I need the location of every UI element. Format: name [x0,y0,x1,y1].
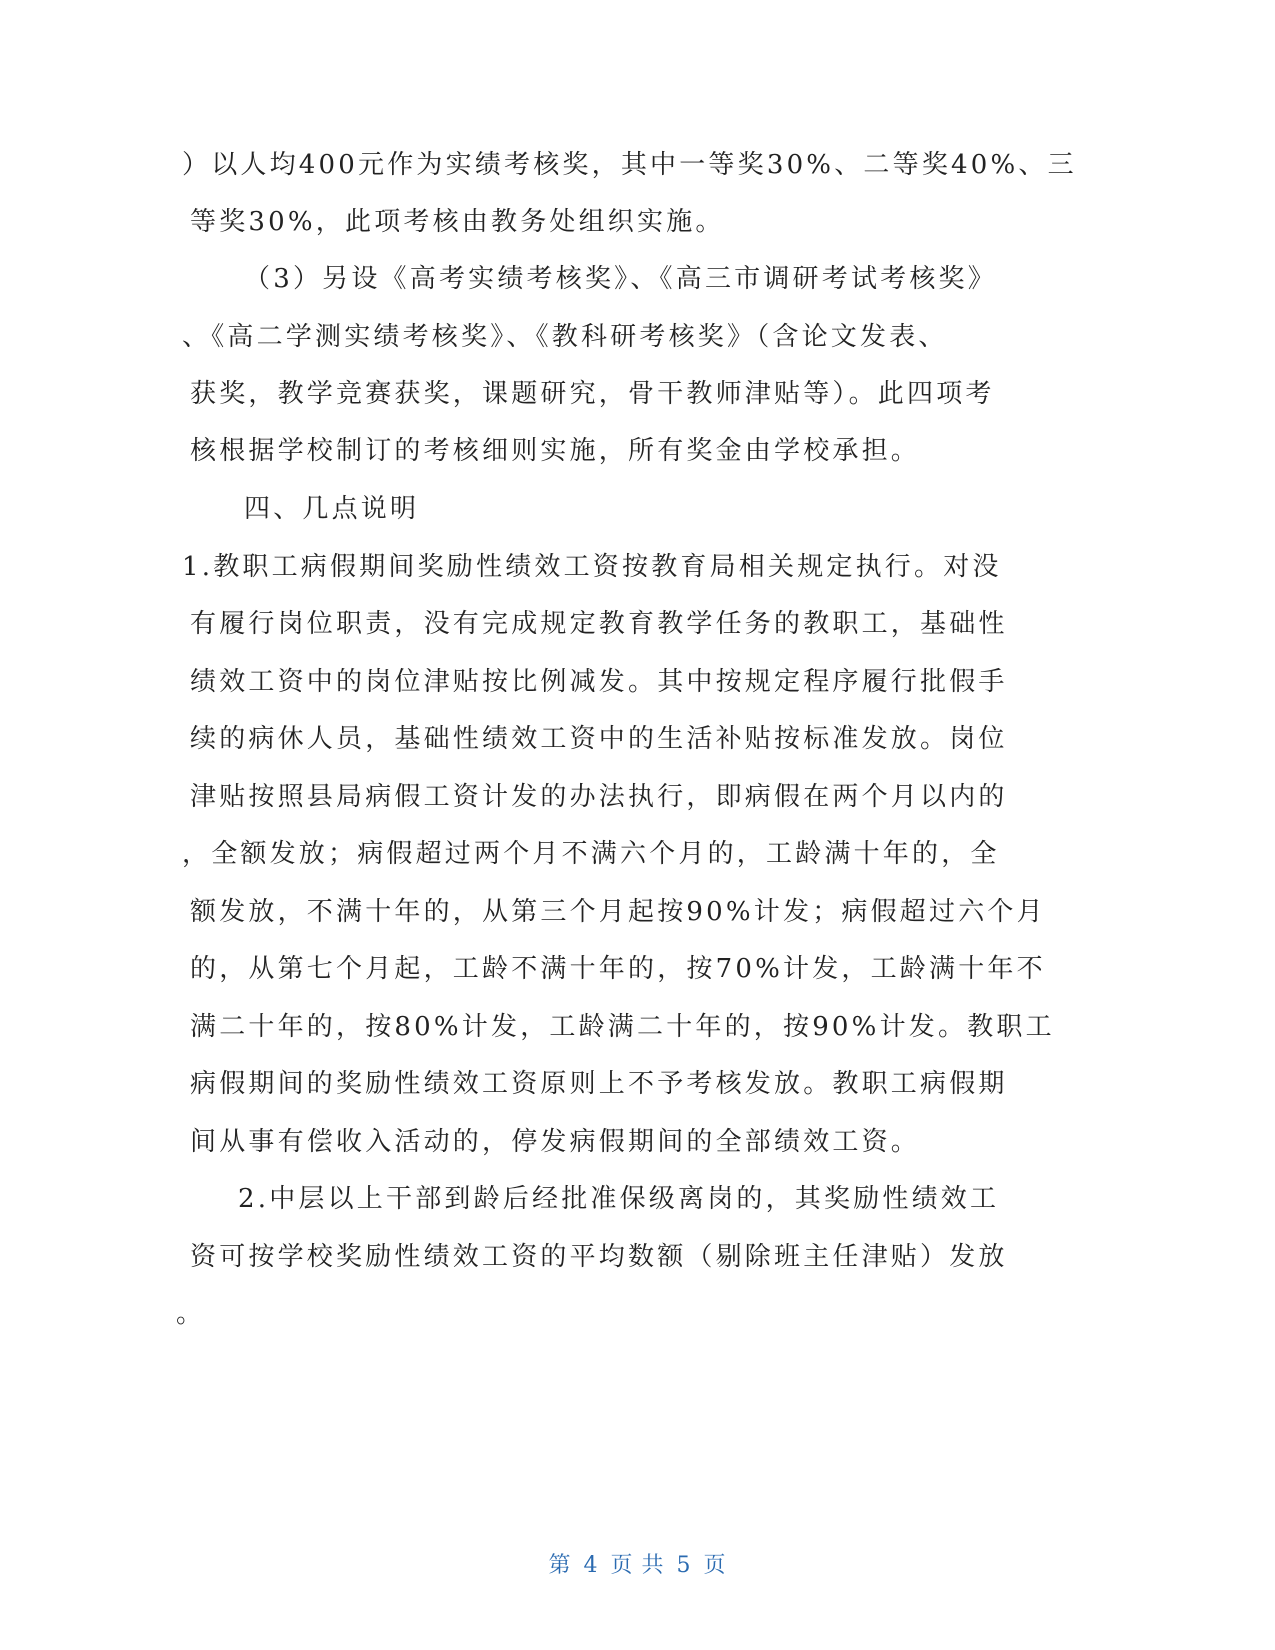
text-line: 额发放，不满十年的，从第三个月起按90%计发；病假超过六个月 [190,897,1046,927]
page-total: 5 [676,1553,692,1578]
text-line: 续的病休人员，基础性绩效工资中的生活补贴按标准发放。岗位 [190,724,1008,754]
text-line: ，全额发放；病假超过两个月不满六个月的，工龄满十年的，全 [182,839,1000,869]
text-line: 资可按学校奖励性绩效工资的平均数额（剔除班主任津贴）发放 [190,1242,1008,1272]
page-middle: 页 共 [610,1553,665,1578]
text-line: 、《高二学测实绩考核奖》、《教科研考核奖》（含论文发表、 [182,322,948,352]
text-line: 。 [176,1299,206,1329]
page-footer [0,1548,1275,1579]
text-line: 间从事有偿收入活动的，停发病假期间的全部绩效工资。 [190,1127,921,1157]
text-line: 津贴按照县局病假工资计发的办法执行，即病假在两个月以内的 [190,782,1008,812]
text-line: 核根据学校制订的考核细则实施，所有奖金由学校承担。 [190,436,921,466]
text-line: 获奖，教学竞赛获奖，课题研究，骨干教师津贴等）。此四项考 [190,379,995,409]
page-number: 4 [583,1553,599,1578]
text-line: 1.教职工病假期间奖励性绩效工资按教育局相关规定执行。对没 [182,552,1002,582]
text-line: 病假期间的奖励性绩效工资原则上不予考核发放。教职工病假期 [190,1069,1008,1099]
section-heading: 四、几点说明 [244,494,420,524]
text-line: 等奖30%，此项考核由教务处组织实施。 [190,207,725,237]
text-line: 有履行岗位职责，没有完成规定教育教学任务的教职工，基础性 [190,609,1008,639]
text-line: 绩效工资中的岗位津贴按比例减发。其中按规定程序履行批假手 [190,667,1008,697]
text-line: 的，从第七个月起，工龄不满十年的，按70%计发，工龄满十年不 [190,954,1046,984]
page-suffix: 页 [703,1553,727,1578]
text-line: ）以人均400元作为实绩考核奖，其中一等奖30%、二等奖40%、三 [182,150,1077,180]
text-line: 2.中层以上干部到龄后经批准保级离岗的，其奖励性绩效工 [238,1184,1000,1214]
page-prefix: 第 [548,1553,572,1578]
text-line: 满二十年的，按80%计发，工龄满二十年的，按90%计发。教职工 [190,1012,1055,1042]
text-line: （3）另设《高考实绩考核奖》、《高三市调研考试考核奖》 [244,264,997,294]
